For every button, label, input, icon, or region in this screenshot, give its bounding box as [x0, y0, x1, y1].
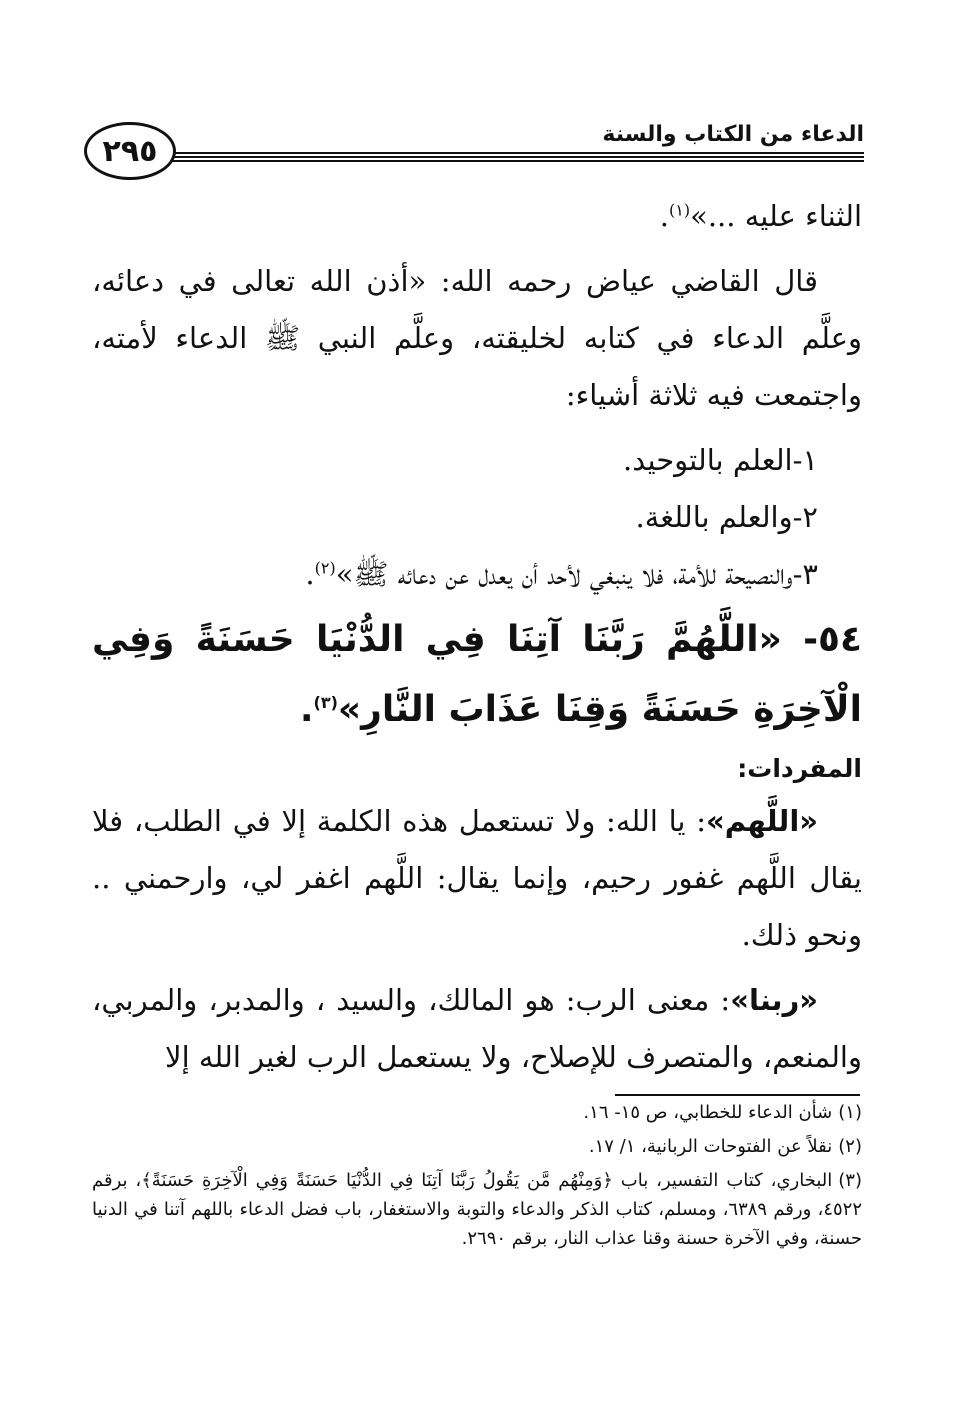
- header-rule: [168, 160, 864, 162]
- section-title: المفردات:: [737, 754, 862, 783]
- term-definition: : يا الله: ولا تستعمل هذه الكلمة إلا في الطلب، فلا يقال اللَّهم غفور رحيم، وإنما يقال: اللَّهم اغفر لي، وارحمني .. ونحو ذلك.: [92, 804, 862, 952]
- paragraph: [92, 188, 862, 245]
- list-item: ٢-والعلم باللغة.: [635, 500, 818, 534]
- paragraph: قال القاضي عياض رحمه الله: «أذن الله تعالى في دعائه، وعلَّم الدعاء في كتابه لخليقته، وعلَّم النبي ﷺ الدعاء لأمته، واجتمعت فيه ثلاثة أشياء:: [92, 264, 862, 412]
- footnote-ref: (٢): [314, 558, 336, 578]
- punctuation: .: [299, 689, 314, 730]
- punctuation: .: [305, 557, 315, 591]
- term-definition: : معنى الرب: هو المالك، والسيد ، والمدبر، والمربي، والمنعم، والمتصرف للإصلاح، ولا يستعمل الرب لغير الله إلا: [92, 983, 862, 1074]
- footnote-number: (٣): [838, 1170, 862, 1191]
- supplication-text: ٥٤- «اللَّهُمَّ رَبَّنَا آتِنَا فِي الدُّنْيَا حَسَنَةً وَفِي الْآخِرَةِ حَسَنَةً وَقِنَا عَذَابَ النَّارِ»: [92, 619, 862, 730]
- footnote-number: (١): [838, 1102, 862, 1123]
- footnote: [92, 1132, 862, 1161]
- main-text: [92, 188, 862, 1086]
- footnote-ref: (٣): [313, 693, 338, 712]
- footnotes: [92, 1098, 862, 1258]
- supplication-heading: [92, 605, 862, 745]
- footnote-number: (٢): [838, 1136, 862, 1157]
- running-title: الدعاء من الكتاب والسنة: [602, 122, 864, 147]
- punctuation: .: [659, 199, 669, 233]
- paragraph: [92, 793, 862, 964]
- list-item: ١-العلم بالتوحيد.: [623, 443, 818, 477]
- footnote-text: البخاري، كتاب التفسير، باب ﴿وَمِنْهُم مَّن يَقُولُ رَبَّنَا آتِنَا فِي الدُّنْيَا حَسَنَةً وَفِي الْآخِرَةِ حَسَنَةً﴾، برقم ٤٥٢٢، ورقم ٦٣٨٩، ومسلم، كتاب الذكر والدعاء والتوبة والاستغفار، باب فضل الدعاء باللهم آتنا في الدنيا حسنة، وفي الآخرة حسنة وقنا عذاب النار، برقم ٢٦٩٠.: [92, 1170, 862, 1249]
- header-rule: [168, 156, 864, 158]
- footnote-ref: (١): [669, 200, 691, 220]
- term: «اللَّهم»: [705, 804, 818, 838]
- footnote: [92, 1166, 862, 1253]
- list-item-text: ٣-والنصيحة للأمة، فلا ينبغي لأحد أن يعدل عن دعائه ﷺ»: [335, 557, 818, 591]
- footnote-text: شأن الدعاء للخطابي، ص ١٥- ١٦.: [583, 1102, 833, 1123]
- footnote-separator: [615, 1094, 860, 1096]
- header-rule: [168, 152, 864, 154]
- term: «ربنا»: [730, 983, 818, 1017]
- paragraph: [92, 972, 862, 1086]
- footnote: [92, 1098, 862, 1127]
- page-header: [84, 120, 864, 190]
- list-item: [92, 546, 862, 603]
- page-number: ٢٩٥: [84, 122, 176, 180]
- text-line: الثناء عليه ...»: [690, 199, 862, 233]
- footnote-text: نقلاً عن الفتوحات الربانية، ١/ ١٧.: [588, 1136, 833, 1157]
